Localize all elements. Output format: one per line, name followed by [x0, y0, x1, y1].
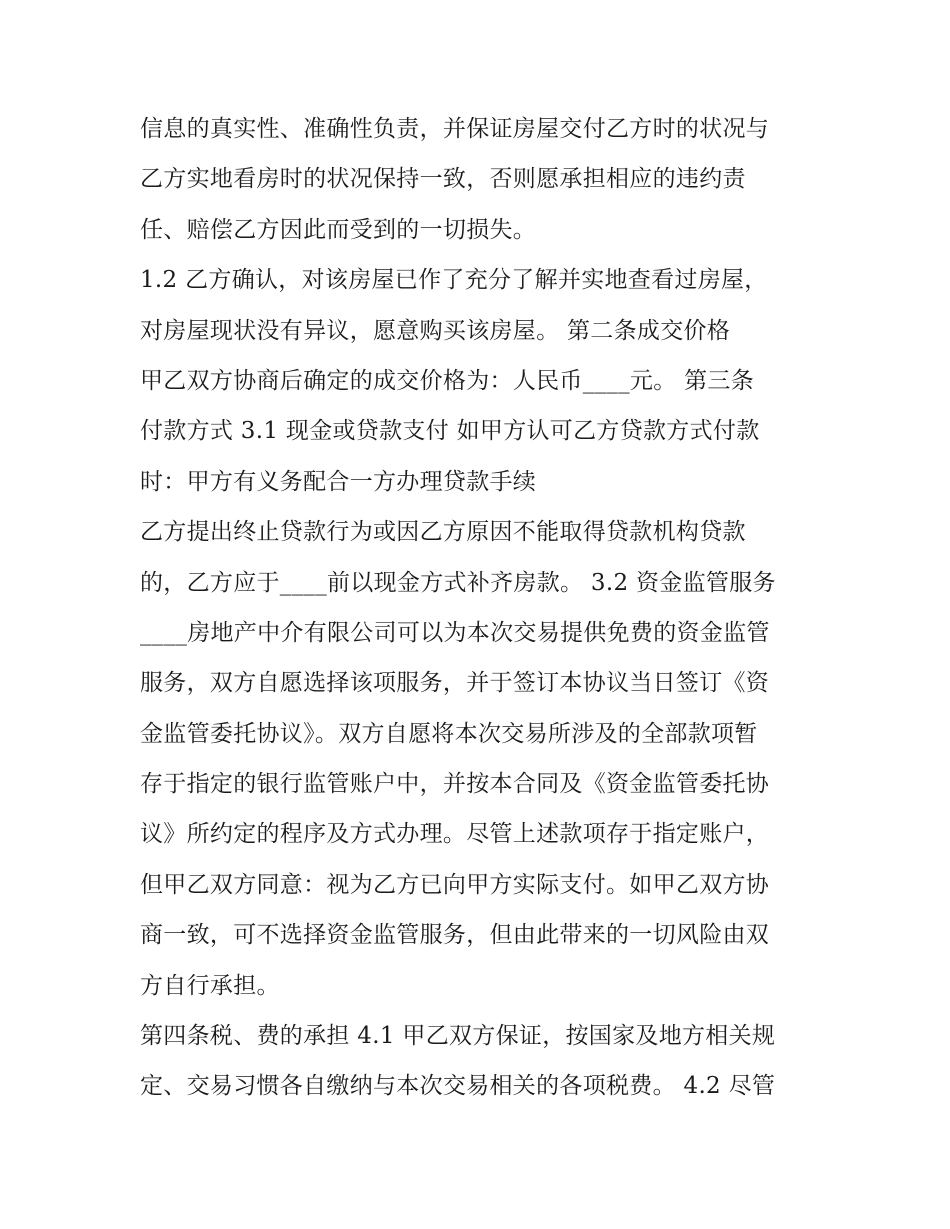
- text-line-13: 金监管委托协议》。双方自愿将本次交易所涉及的全部款项暂: [140, 720, 758, 747]
- text-line-3: 任、赔偿乙方因此而受到的一切损失。: [140, 216, 537, 243]
- text-line-9: 乙方提出终止贷款行为或因乙方原因不能取得贷款机构贷款: [140, 519, 746, 546]
- text-line-8: 时：甲方有义务配合一方办理贷款手续: [140, 468, 537, 495]
- text-line-16: 但甲乙双方同意：视为乙方已向甲方实际支付。如甲乙双方协: [140, 871, 770, 898]
- text-line-18: 方自行承担。: [140, 972, 280, 999]
- text-line-11: ____房地产中介有限公司可以为本次交易提供免费的资金监管: [140, 619, 770, 646]
- text-line-7: 付款方式 3.1 现金或贷款支付 如甲方认可乙方贷款方式付款: [140, 418, 760, 445]
- text-line-6: 甲乙双方协商后确定的成交价格为：人民币____元。 第三条: [140, 367, 755, 394]
- text-line-1: 信息的真实性、准确性负责，并保证房屋交付乙方时的状况与: [140, 116, 770, 142]
- text-line-15: 议》所约定的程序及方式办理。尽管上述款项存于指定账户，: [140, 821, 770, 848]
- text-line-4: 1.2 乙方确认，对该房屋已作了充分了解并实地查看过房屋，: [140, 267, 768, 294]
- text-line-2: 乙方实地看房时的状况保持一致，否则愿承担相应的违约责: [140, 166, 746, 193]
- document-body: [140, 104, 820, 1112]
- text-line-10: 的，乙方应于____前以现金方式补齐房款。 3.2 资金监管服务: [140, 569, 776, 596]
- text-line-5: 对房屋现状没有异议，愿意购买该房屋。 第二条成交价格: [140, 317, 731, 344]
- text-line-19: 第四条税、费的承担 4.1 甲乙双方保证，按国家及地方相关规: [140, 1023, 776, 1050]
- text-line-17: 商一致，可不选择资金监管服务，但由此带来的一切风险由双: [140, 922, 770, 949]
- text-line-12: 服务，双方自愿选择该项服务，并于签订本协议当日签订《资: [140, 670, 770, 697]
- text-line-20: 定、交易习惯各自缴纳与本次交易相关的各项税费。 4.2 尽管: [140, 1073, 776, 1100]
- text-line-14: 存于指定的银行监管账户中，并按本合同及《资金监管委托协: [140, 771, 770, 798]
